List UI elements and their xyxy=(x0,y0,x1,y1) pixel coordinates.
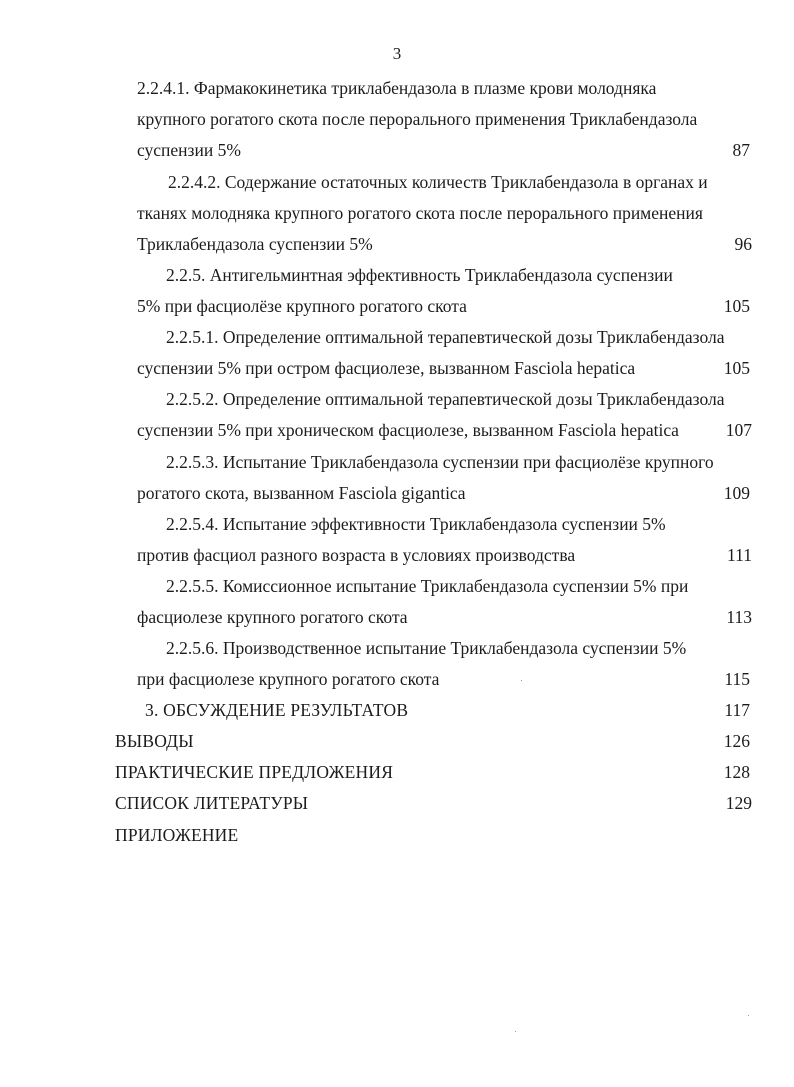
toc-entry-7-line-2: против фасциол разного возраста в условиях производства xyxy=(137,545,576,565)
toc-entry-4-line-2: суспензии 5% при остром фасциолезе, вызванном Fasciola hepatica xyxy=(137,358,636,378)
scan-speck xyxy=(748,1015,749,1016)
toc-entry-4-line-1: 2.2.5.1. Определение оптимальной терапевтической дозы Триклабендазола xyxy=(166,327,725,347)
toc-entry-1-page: 87 xyxy=(732,140,750,160)
toc-entry-1-line-1: 2.2.4.1. Фармакокинетика триклабендазола в плазме крови молодняка xyxy=(137,78,657,98)
toc-entry-5-line-1: 2.2.5.2. Определение оптимальной терапевтической дозы Триклабендазола xyxy=(166,389,725,409)
toc-entry-3-line-1: 2.2.5. Антигельминтная эффективность Триклабендазола суспензии xyxy=(166,265,673,285)
toc-entry-11-page: 126 xyxy=(723,731,750,751)
page-number: 3 xyxy=(392,44,402,63)
toc-entry-7-page: 111 xyxy=(727,545,752,565)
toc-entry-5-page: 107 xyxy=(725,420,752,440)
toc-entry-2-line-2: тканях молодняка крупного рогатого скота после перорального применения xyxy=(137,203,703,223)
toc-entry-2-line-3: Триклабендазола суспензии 5% xyxy=(137,234,373,254)
toc-entry-6-line-1: 2.2.5.3. Испытание Триклабендазола суспензии при фасциолёзе крупного xyxy=(166,452,714,472)
toc-entry-13-page: 129 xyxy=(725,793,752,813)
toc-entry-6-line-2: рогатого скота, вызванном Fasciola gigantica xyxy=(137,483,466,503)
scan-speck xyxy=(515,1031,516,1032)
toc-entry-2-page: 96 xyxy=(734,234,752,254)
toc-entry-8-line-1: 2.2.5.5. Комиссионное испытание Триклабендазола суспензии 5% при xyxy=(166,576,689,596)
toc-entry-11-line-1: ВЫВОДЫ xyxy=(115,731,194,751)
toc-entry-2-line-1: 2.2.4.2. Содержание остаточных количеств Триклабендазола в органах и xyxy=(168,172,708,192)
toc-entry-14-line-1: ПРИЛОЖЕНИЕ xyxy=(115,825,239,845)
toc-entry-3-line-2: 5% при фасциолёзе крупного рогатого скота xyxy=(137,296,467,316)
toc-entry-8-page: 113 xyxy=(726,607,752,627)
toc-entry-1-line-2: крупного рогатого скота после перорального применения Триклабендазола xyxy=(137,109,698,129)
toc-entry-5-line-2: суспензии 5% при хроническом фасциолезе, вызванном Fasciola hepatica xyxy=(137,420,679,440)
toc-entry-12-line-1: ПРАКТИЧЕСКИЕ ПРЕДЛОЖЕНИЯ xyxy=(115,762,394,782)
toc-entry-10-line-1: 3. ОБСУЖДЕНИЕ РЕЗУЛЬТАТОВ xyxy=(145,700,409,720)
toc-entry-13-line-1: СПИСОК ЛИТЕРАТУРЫ xyxy=(115,793,309,813)
toc-entry-9-page: 115 xyxy=(724,669,750,689)
toc-entry-10-page: 117 xyxy=(724,700,750,720)
toc-entry-4-page: 105 xyxy=(723,358,750,378)
toc-entry-12-page: 128 xyxy=(723,762,750,782)
toc-entry-7-line-1: 2.2.5.4. Испытание эффективности Триклабендазола суспензии 5% xyxy=(166,514,666,534)
toc-entry-8-line-2: фасциолезе крупного рогатого скота xyxy=(137,607,408,627)
toc-entry-14-page xyxy=(670,821,750,849)
toc-entry-3-page: 105 xyxy=(723,296,750,316)
toc-entry-9-line-2: при фасциолезе крупного рогатого скота xyxy=(137,669,440,689)
toc-entry-9-line-1: 2.2.5.6. Производственное испытание Триклабендазола суспензии 5% xyxy=(166,638,687,658)
toc-entry-1-line-3: суспензии 5% xyxy=(137,140,241,160)
scan-speck xyxy=(521,680,522,681)
toc-entry-6-page: 109 xyxy=(723,483,750,503)
